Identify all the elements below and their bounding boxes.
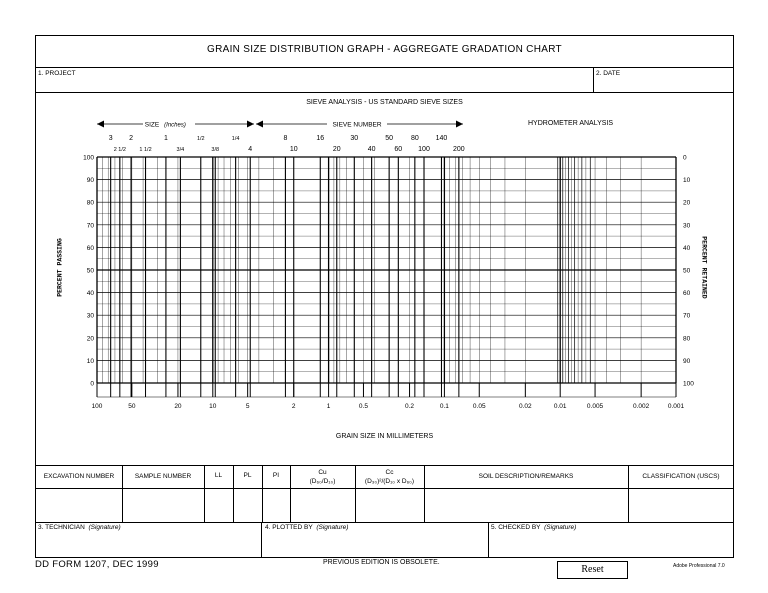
- y-tick-label-right: 70: [683, 312, 691, 320]
- sieve-label-top: 16: [316, 135, 325, 142]
- y-axis-label-right: PERCENT RETAINED: [700, 236, 708, 299]
- ll-input[interactable]: [206, 491, 231, 519]
- size-header: SIZE: [144, 121, 160, 129]
- sieve-label-top: 50: [385, 135, 394, 142]
- y-tick-label-left: 80: [86, 199, 94, 207]
- y-tick-label-right: 100: [683, 380, 694, 388]
- pl-input[interactable]: [235, 491, 260, 519]
- size-label-bottom: 4: [248, 146, 253, 153]
- size-label-top: 1: [163, 135, 168, 142]
- y-axis-label-left: PERCENT PASSING: [56, 238, 64, 297]
- header-excavation-number: EXCAVATION NUMBER: [43, 473, 115, 480]
- x-axis-label: GRAIN SIZE IN MILLIMETERS: [335, 433, 434, 440]
- size-label-top: 1/2: [196, 136, 205, 142]
- size-label-bottom: 2 1/2: [113, 147, 126, 153]
- divider: [488, 522, 489, 558]
- obsolete-notice: PREVIOUS EDITION IS OBSOLETE.: [323, 559, 440, 566]
- y-tick-label-left: 40: [86, 290, 94, 298]
- x-tick-label: 50: [128, 403, 136, 410]
- x-tick-label: 0.001: [667, 403, 685, 410]
- y-tick-label-right: 20: [683, 199, 691, 207]
- x-tick-label: 0.005: [586, 403, 604, 410]
- soil-description-input[interactable]: [426, 491, 626, 519]
- size-label-bottom: 3/4: [176, 147, 185, 153]
- y-tick-label-left: 50: [86, 267, 94, 275]
- project-input[interactable]: [40, 78, 588, 90]
- date-label: 2. DATE: [596, 70, 621, 77]
- cc-input[interactable]: [357, 491, 422, 519]
- y-tick-label-left: 0: [90, 380, 94, 388]
- divider: [35, 465, 734, 466]
- header-pi: PI: [272, 472, 280, 479]
- sieve-label-top: 8: [283, 135, 288, 142]
- reset-button[interactable]: Reset: [557, 561, 628, 579]
- technician-signature-hint: (Signature): [88, 524, 121, 531]
- size-label-bottom: 1 1/2: [139, 147, 152, 153]
- sieve-label-bottom: 200: [453, 146, 465, 153]
- header-cc: Cc: [385, 469, 394, 476]
- sieve-label-bottom: 20: [332, 146, 341, 153]
- y-tick-label-right: 10: [683, 177, 691, 185]
- header-ll: LL: [214, 472, 223, 479]
- header-cu-formula: (D₆₀/D₁₀): [309, 478, 336, 485]
- cu-input[interactable]: [292, 491, 353, 519]
- header-pl: PL: [243, 472, 252, 479]
- technician-input[interactable]: [38, 534, 258, 556]
- checked-by-input[interactable]: [491, 534, 731, 556]
- chart-title: SIEVE ANALYSIS - US STANDARD SIEVE SIZES: [306, 99, 463, 106]
- sieve-label-bottom: 100: [418, 146, 430, 153]
- size-label-top: 1/4: [231, 136, 240, 142]
- sieve-label-bottom: 10: [289, 146, 298, 153]
- header-cc-formula: (D₃₀)²/(D₁₀ x D₆₀): [364, 478, 415, 485]
- hydrometer-header: HYDROMETER ANALYSIS: [528, 120, 614, 127]
- plotted-by-field: [265, 524, 348, 531]
- divider: [35, 488, 734, 489]
- divider: [593, 67, 594, 92]
- y-tick-label-left: 60: [86, 244, 94, 252]
- y-tick-label-left: 30: [86, 312, 94, 320]
- sieve-label-top: 140: [435, 135, 448, 142]
- size-label-bottom: 3/8: [211, 147, 220, 153]
- plotted-by-signature-hint: (Signature): [316, 524, 349, 531]
- x-tick-label: 2: [291, 403, 296, 410]
- chart-area: [35, 93, 734, 465]
- header-soil-description: SOIL DESCRIPTION/REMARKS: [478, 473, 574, 480]
- plotted-by-input[interactable]: [265, 534, 485, 556]
- pi-input[interactable]: [264, 491, 288, 519]
- x-tick-label: 0.002: [633, 403, 650, 410]
- header-sample-number: SAMPLE NUMBER: [134, 473, 192, 480]
- gradation-chart: [35, 93, 734, 465]
- header-cu: Cu: [318, 469, 327, 476]
- date-input[interactable]: [598, 78, 728, 90]
- project-label: 1. PROJECT: [38, 70, 76, 77]
- classification-input[interactable]: [630, 491, 732, 519]
- x-tick-label: 10: [209, 403, 217, 410]
- x-tick-label: 5: [245, 403, 250, 410]
- x-tick-label: 0.1: [439, 403, 449, 410]
- size-label-top: 2: [129, 135, 134, 142]
- sieve-label-bottom: 40: [367, 146, 376, 153]
- x-tick-label: 0.2: [405, 403, 415, 410]
- sample-number-input[interactable]: [124, 491, 202, 519]
- checked-by-label: 5. CHECKED BY: [491, 524, 541, 531]
- size-arrow-left: [97, 121, 104, 128]
- sieve-label-bottom: 60: [394, 146, 403, 153]
- y-tick-label-left: 100: [83, 154, 94, 162]
- y-tick-label-right: 60: [683, 290, 691, 298]
- checked-by-signature-hint: (Signature): [544, 524, 577, 531]
- technician-label: 3. TECHNICIAN: [38, 524, 85, 531]
- y-tick-label-right: 40: [683, 244, 691, 252]
- plotted-by-label: 4. PLOTTED BY: [265, 524, 313, 531]
- adobe-note: Adobe Professional 7.0: [673, 563, 725, 569]
- y-tick-label-left: 20: [86, 335, 94, 343]
- form-title: GRAIN SIZE DISTRIBUTION GRAPH - AGGREGATE GRADATION CHART: [207, 44, 562, 55]
- y-tick-label-left: 70: [86, 222, 94, 230]
- x-tick-label: 1: [326, 403, 331, 410]
- y-tick-label-right: 50: [683, 267, 691, 275]
- divider: [261, 522, 262, 558]
- size-arrow-right: [247, 121, 254, 128]
- sieve-arrow-right: [456, 121, 463, 128]
- sieve-arrow-left: [256, 121, 263, 128]
- divider: [35, 522, 734, 523]
- y-tick-label-right: 80: [683, 335, 691, 343]
- sieve-number-header: SIEVE NUMBER: [332, 121, 382, 129]
- x-tick-label: 20: [174, 403, 182, 410]
- excavation-number-input[interactable]: [38, 491, 120, 519]
- y-tick-label-left: 90: [86, 177, 94, 185]
- x-tick-label: 100: [91, 403, 103, 410]
- size-label-top: 3: [108, 135, 113, 142]
- x-tick-label: 0.5: [358, 403, 368, 410]
- y-tick-label-left: 10: [86, 357, 94, 365]
- y-tick-label-right: 90: [683, 357, 691, 365]
- form-number: DD FORM 1207, DEC 1999: [35, 559, 159, 570]
- y-tick-label-right: 0: [683, 154, 687, 162]
- technician-field: [38, 524, 121, 531]
- size-header-units: (Inches): [164, 122, 186, 129]
- x-tick-label: 0.01: [553, 403, 567, 410]
- checked-by-field: [491, 524, 576, 531]
- sieve-label-top: 30: [350, 135, 359, 142]
- y-tick-label-right: 30: [683, 222, 691, 230]
- x-tick-label: 0.02: [519, 403, 532, 410]
- x-tick-label: 0.05: [472, 403, 486, 410]
- sieve-label-top: 80: [410, 135, 419, 142]
- divider: [35, 67, 734, 68]
- header-classification: CLASSIFICATION (USCS): [642, 473, 720, 480]
